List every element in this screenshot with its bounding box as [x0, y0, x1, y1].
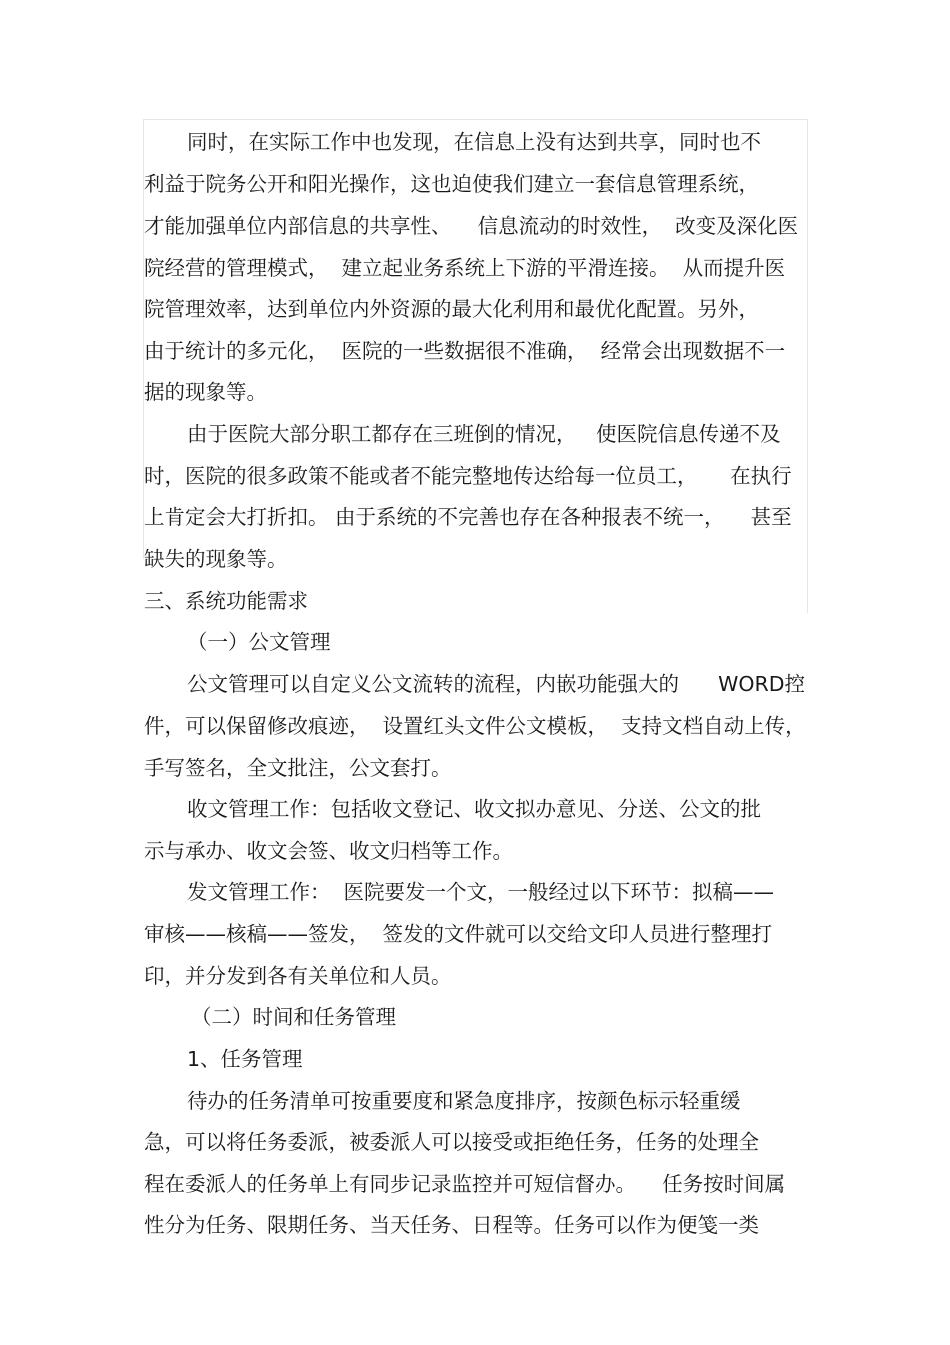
text-line: 印，并分发到各有关单位和人员。 — [144, 964, 452, 988]
text-line: 院经营的管理模式， 建立起业务系统上下游的平滑连接。 从而提升医 — [144, 256, 786, 280]
text-line: 件，可以保留修改痕迹， 设置红头文件公文模板， 支持文档自动上传， — [144, 714, 806, 738]
text-line: 审核——核稿——签发， 签发的文件就可以交给文印人员进行整理打 — [144, 922, 773, 946]
text-line: 待办的任务清单可按重要度和紧急度排序，按颜色标示轻重缓 — [187, 1089, 741, 1113]
text-line: 收文管理工作：包括收文登记、收文拟办意见、分送、公文的批 — [187, 797, 761, 821]
text-line: 缺失的现象等。 — [144, 547, 288, 571]
text-line: 性分为任务、限期任务、当天任务、日程等。任务可以作为便笺一类 — [144, 1213, 759, 1237]
text-line: 程在委派人的任务单上有同步记录监控并可短信督办。 任务按时间属 — [144, 1172, 786, 1196]
text-line: 手写签名，全文批注，公文套打。 — [144, 756, 452, 780]
item-heading: 1、任务管理 — [187, 1047, 303, 1071]
frame-top-border — [143, 119, 808, 120]
text-line: 才能加强单位内部信息的共享性、 信息流动的时效性， 改变及深化医 — [144, 214, 799, 238]
text-line: 急，可以将任务委派，被委派人可以接受或拒绝任务，任务的处理全 — [144, 1130, 759, 1154]
text-line: 公文管理可以自定义公文流转的流程，内嵌功能强大的 WORD控 — [187, 672, 806, 696]
text-line: 利益于院务公开和阳光操作，这也迫使我们建立一套信息管理系统， — [144, 172, 759, 196]
text-line: 据的现象等。 — [144, 380, 267, 404]
subsection-heading: （二）时间和任务管理 — [191, 1005, 396, 1029]
text-line: 时，医院的很多政策不能或者不能完整地传达给每一位员工， 在执行 — [144, 464, 792, 488]
text-line: 由于医院大部分职工都存在三班倒的情况， 使医院信息传递不及 — [187, 422, 781, 446]
frame-right-border — [807, 119, 808, 613]
text-line: 上肯定会大打折扣。 由于系统的不完善也存在各种报表不统一， 甚至 — [144, 505, 792, 529]
text-line: 由于统计的多元化， 医院的一些数据很不准确， 经常会出现数据不一 — [144, 339, 786, 363]
subsection-heading: （一）公文管理 — [187, 630, 331, 654]
text-line: 示与承办、收文会签、收文归档等工作。 — [144, 839, 513, 863]
text-line: 发文管理工作： 医院要发一个文，一般经过以下环节：拟稿—— — [187, 880, 775, 904]
section-heading: 三、系统功能需求 — [144, 589, 308, 613]
text-line: 院管理效率，达到单位内外资源的最大化利用和最优化配置。另外， — [144, 297, 759, 321]
text-line: 同时，在实际工作中也发现，在信息上没有达到共享，同时也不 — [187, 130, 761, 154]
